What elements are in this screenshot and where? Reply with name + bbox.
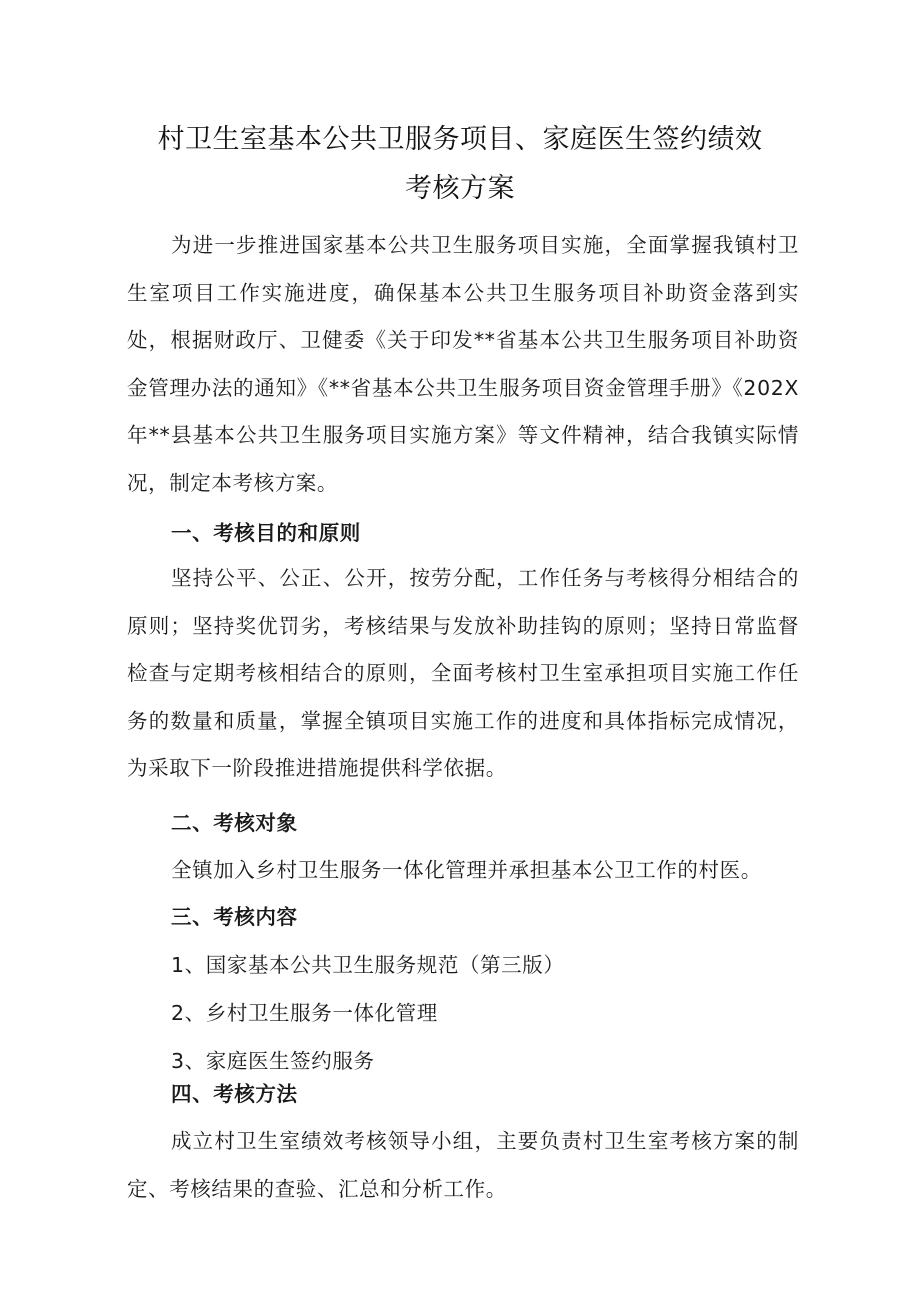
content-list-item: 1、国家基本公共卫生服务规范（第三版）	[171, 953, 565, 977]
section-heading-method: 四、考核方法	[171, 1082, 298, 1106]
content-list-item: 2、乡村卫生服务一体化管理	[171, 1001, 438, 1025]
section-body-method: 成立村卫生室绩效考核领导小组，主要负责村卫生室考核方案的制定、考核结果的查验、汇总和分析工作。	[127, 1129, 799, 1201]
section-heading-content: 三、考核内容	[171, 905, 298, 929]
intro-paragraph: 为进一步推进国家基本公共卫生服务项目实施，全面掌握我镇村卫生室项目工作实施进度，确保基本公共卫生服务项目补助资金落到实处，根据财政厅、卫健委《关于印发**省基本公共卫生服务项目补助资金管理办法的通知》《**省基本公共卫生服务项目资金管理手册》《202X年**县基本公共卫生服务项目实施方案》等文件精神，结合我镇实际情况，制定本考核方案。	[127, 233, 799, 495]
section-body-purpose: 坚持公平、公正、公开，按劳分配，工作任务与考核得分相结合的原则；坚持奖优罚劣，考核结果与发放补助挂钩的原则；坚持日常监督检查与定期考核相结合的原则，全面考核村卫生室承担项目实施工作任务的数量和质量，掌握全镇项目实施工作的进度和具体指标完成情况，为采取下一阶段推进措施提供科学依据。	[127, 566, 799, 780]
document-title-line-2: 考核方案	[405, 173, 515, 204]
section-heading-purpose: 一、考核目的和原则	[171, 521, 361, 545]
document-title-line-1: 村卫生室基本公共卫服务项目、家庭医生签约绩效	[157, 124, 763, 155]
section-heading-target: 二、考核对象	[171, 811, 298, 835]
content-list-item: 3、家庭医生签约服务	[171, 1049, 375, 1073]
section-body-target: 全镇加入乡村卫生服务一体化管理并承担基本公卫工作的村医。	[171, 858, 762, 882]
